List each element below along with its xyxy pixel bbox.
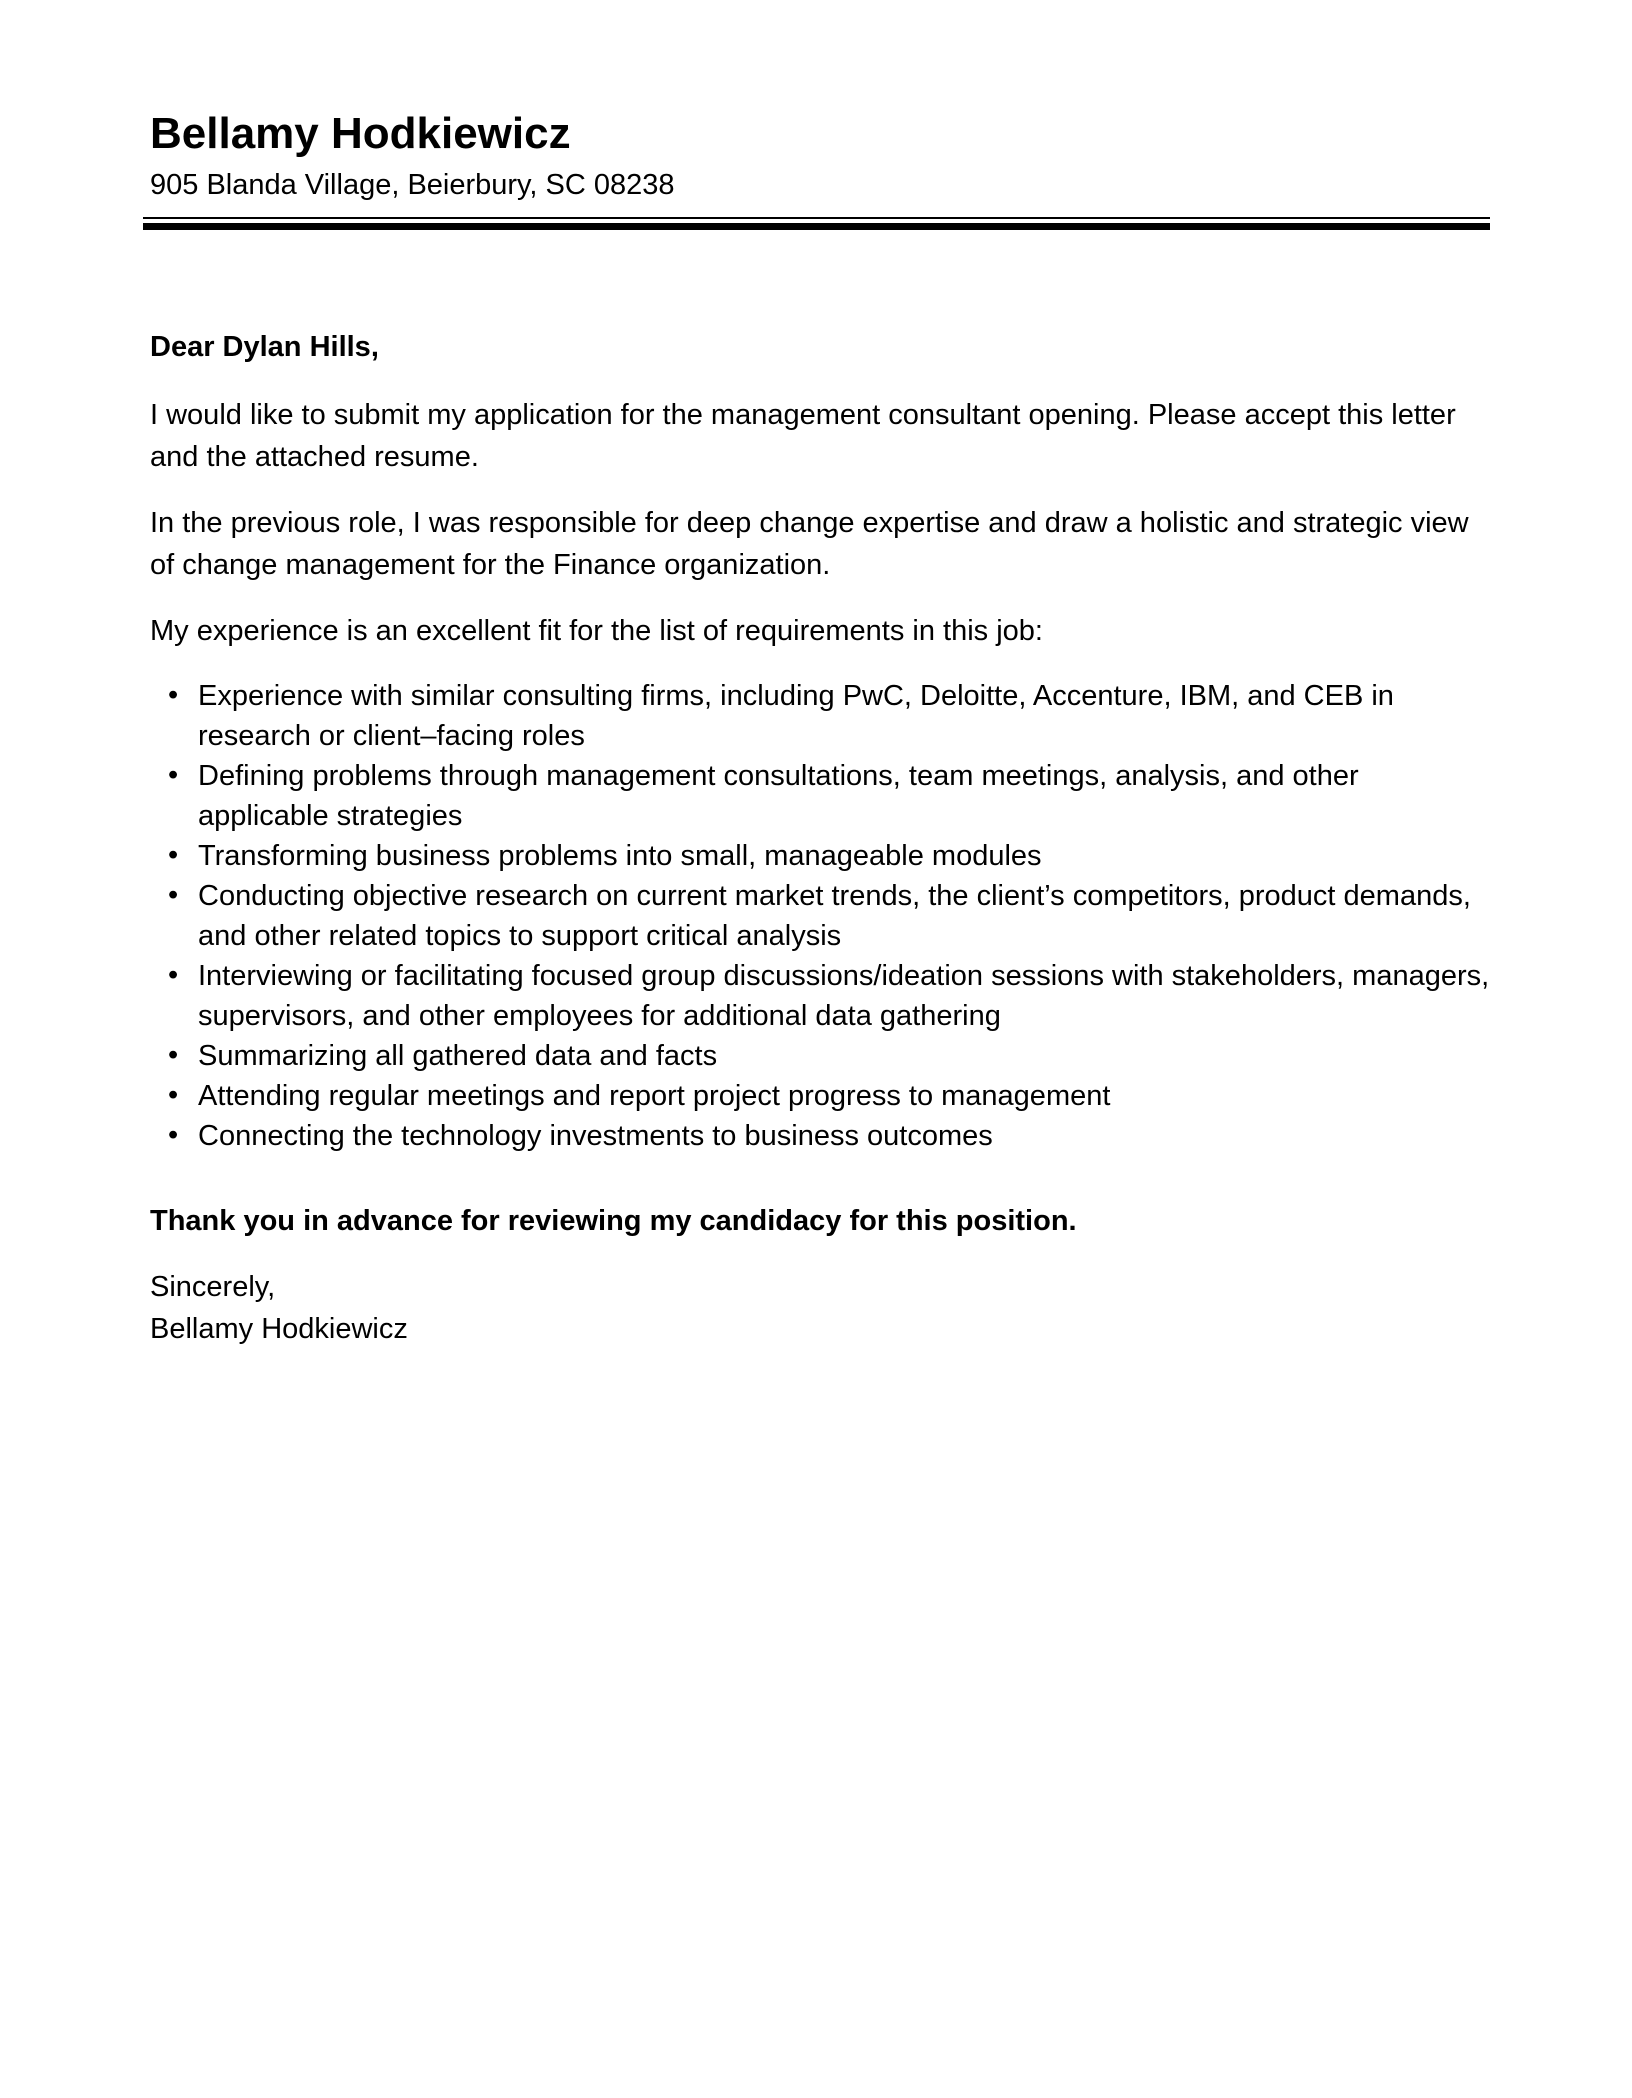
list-item-text: Interviewing or facilitating focused group discussions/ideation sessions with stakeholders, managers, supervisors, and other employees for additional data gathering: [198, 960, 1490, 1032]
closing-thank-you: Thank you in advance for reviewing my candidacy for this position.: [150, 1205, 1077, 1237]
bullet-icon: •: [168, 959, 179, 991]
bullet-icon: •: [168, 1119, 179, 1151]
bullet-icon: •: [168, 879, 179, 911]
signature-block: [150, 1266, 1490, 1350]
bullet-icon: •: [168, 759, 179, 791]
list-item: [150, 756, 1490, 836]
list-item: [150, 1036, 1490, 1076]
paragraph-introduction: I would like to submit my application for the management consultant opening. Please accept this letter and the attached resume.: [150, 399, 1456, 473]
signature-name: Bellamy Hodkiewicz: [150, 1313, 408, 1345]
letter-header: [150, 108, 1490, 230]
list-item: [150, 876, 1490, 956]
signoff: Sincerely,: [150, 1271, 276, 1303]
list-item: [150, 836, 1490, 876]
list-item-text: Transforming business problems into small, manageable modules: [198, 840, 1042, 872]
bullet-icon: •: [168, 1079, 179, 1111]
list-item-text: Attending regular meetings and report project progress to management: [198, 1080, 1111, 1112]
list-item-text: Conducting objective research on current market trends, the client’s competitors, product demands, and other related topics to support critical analysis: [198, 880, 1471, 952]
bullet-icon: •: [168, 1039, 179, 1071]
requirements-list: [150, 676, 1490, 1156]
sender-name: Bellamy Hodkiewicz: [150, 109, 571, 158]
list-item: [150, 956, 1490, 1036]
list-item: [150, 1076, 1490, 1116]
list-item: [150, 1116, 1490, 1156]
list-item: [150, 676, 1490, 756]
paragraph-previous-role: In the previous role, I was responsible for deep change expertise and draw a holistic and strategic view of change management for the Finance organization.: [150, 507, 1469, 581]
bullet-icon: •: [168, 839, 179, 871]
paragraph-experience-fit: My experience is an excellent fit for the list of requirements in this job:: [150, 615, 1043, 647]
list-item-text: Connecting the technology investments to business outcomes: [198, 1120, 993, 1152]
list-item-text: Defining problems through management consultations, team meetings, analysis, and other applicable strategies: [198, 760, 1359, 832]
list-item-text: Summarizing all gathered data and facts: [198, 1040, 718, 1072]
salutation: Dear Dylan Hills,: [150, 331, 379, 363]
header-divider-rule: [143, 217, 1490, 230]
sender-address: 905 Blanda Village, Beierbury, SC 08238: [150, 169, 675, 201]
list-item-text: Experience with similar consulting firms, including PwC, Deloitte, Accenture, IBM, and CEB in research or client–facing roles: [198, 680, 1394, 752]
bullet-icon: •: [168, 679, 179, 711]
